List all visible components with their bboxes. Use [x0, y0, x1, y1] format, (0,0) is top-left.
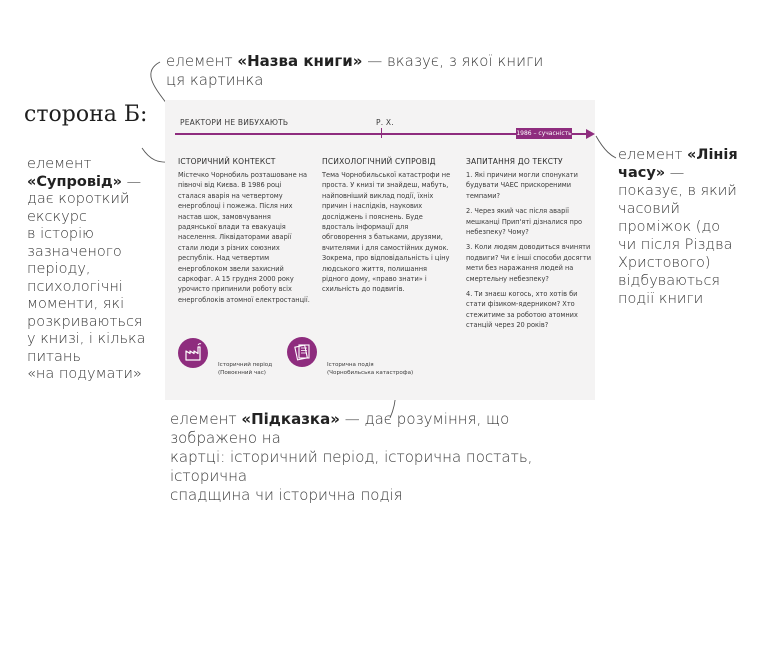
timeline-rx-tick: [381, 128, 382, 138]
leader-timeline: [596, 136, 616, 158]
column-heading: ПСИХОЛОГІЧНИЙ СУПРОВІД: [322, 157, 436, 166]
annotation-hint: елемент «Підказка» — дає розуміння, що зображено на картці: історичний період, історична постать, історична спадщина чи історична подія: [170, 410, 533, 504]
column-psychological-support: [322, 157, 454, 300]
side-heading: сторона Б:: [24, 102, 148, 127]
column-heading: ЗАПИТАННЯ ДО ТЕКСТУ: [466, 157, 563, 166]
question-item: 2. Через який час після аварії мешканці Прип'яті дізналися про небезпеку? Чому?: [466, 207, 583, 237]
annotation-timeline: елемент «Лінія часу» — показує, в який часовий проміжок (до чи після Різдва Христового) відбуваються події книги: [618, 147, 738, 307]
column-questions: [466, 157, 598, 336]
question-item: 3. Коли людям доводиться вчиняти подвиги? Чи є інші способи досягти мети без наражання людей на смертельну небезпеку?: [466, 243, 591, 283]
column-text: Тема Чорнобильської катастрофи не проста. У книзі ти знайдеш, мабуть, найповніший виклад події, їхніх причин і наслідків, наукових досліджень і пояснень. Буде вдосталь інформації для обговорення з батьками, друзями, вчителями і для самостійних думок. Зокрема, про відповідальність і ціну людського життя, полишання рідного дому, «право знати» і схильність до подвигів.: [322, 171, 451, 294]
hint-caption-event: Історична подія (Чорнобильська катастрофа): [327, 362, 414, 376]
timeline-arrow-icon: [586, 129, 595, 139]
column-heading: ІСТОРИЧНИЙ КОНТЕКСТ: [178, 157, 276, 166]
question-item: 1. Які причини могли спонукати будувати ЧАЕС прискореними темпами?: [466, 171, 578, 200]
factory-icon: [178, 338, 208, 368]
annotation-accompaniment: елемент «Супровід» — дає короткий екскурс в історію зазначеного періоду, психологічні моменти, які розкриваються у книзі, і кілька питань «на подумати»: [27, 156, 146, 382]
timeline-rx-label: Р. Х.: [376, 118, 394, 127]
timeline-book-title: РЕАКТОРИ НЕ ВИБУХАЮТЬ: [180, 118, 289, 127]
hint-caption-period: Історичний період (Повоєнний час): [218, 362, 273, 376]
question-item: 4. Ти знаєш когось, хто хотів би стати фізиком-ядерником? Хто стежитиме за роботою атомних станцій через 20 років?: [466, 290, 578, 330]
timeline-period-badge: 1986 – сучасність: [516, 130, 572, 137]
column-historical-context: [178, 157, 310, 310]
document-stack-icon: [287, 337, 317, 367]
annotation-book-title: елемент «Назва книги» — вказує, з якої книги ця картинка: [166, 52, 544, 89]
column-text: Містечко Чорнобиль розташоване на півночі від Києва. В 1986 році сталася аварія на четвертому енергоблоці і пожежа. Після них настав шок, замовчування радянської влади та евакуація населення. Ліквідаторами аварії стали люди з різних союзних республік. Над четвертим енергоблоком звели захисний саркофаг. А 15 грудня 2000 року урочисто припинили роботу всіх енергоблоків атомної електростанції.: [178, 171, 310, 304]
